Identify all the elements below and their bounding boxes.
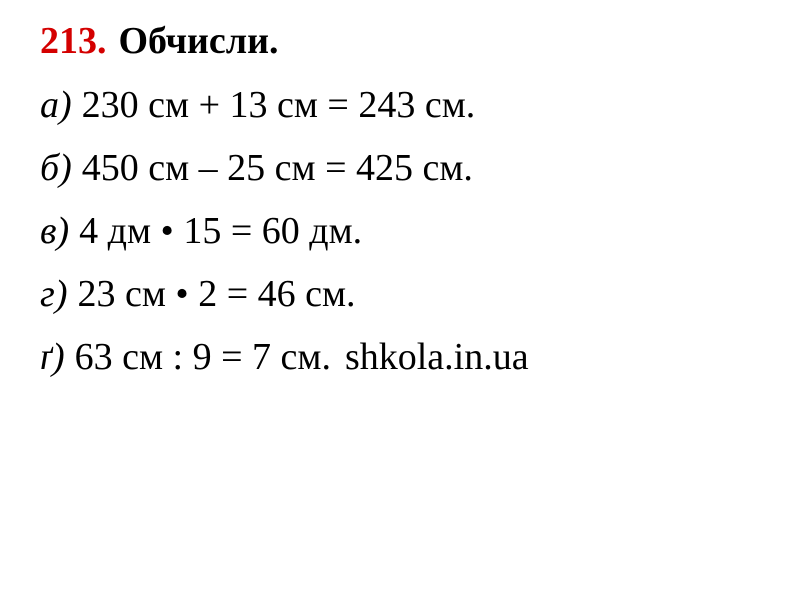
task-line-b [40, 149, 776, 187]
task-line-a [40, 86, 776, 124]
item-label-g: г) [40, 273, 68, 315]
item-expression-a: 230 см + 13 см = 243 см. [81, 84, 476, 126]
item-label-gg: ґ) [40, 336, 65, 378]
item-expression-v: 4 дм • 15 = 60 дм. [79, 210, 363, 252]
task-heading [40, 22, 776, 60]
task-line-g [40, 275, 776, 313]
item-label-v: в) [40, 210, 70, 252]
task-line-v [40, 212, 776, 250]
item-label-a: а) [40, 84, 72, 126]
task-number: 213. [40, 20, 107, 62]
watermark-text: shkola.in.ua [344, 336, 529, 378]
page-title: Обчисли. [118, 20, 279, 62]
item-label-b: б) [40, 147, 72, 189]
item-expression-b: 450 см – 25 см = 425 см. [81, 147, 473, 189]
item-expression-g: 23 см • 2 = 46 см. [77, 273, 356, 315]
item-expression-gg: 63 см : 9 = 7 см. [74, 336, 331, 378]
task-line-gg [40, 338, 776, 376]
